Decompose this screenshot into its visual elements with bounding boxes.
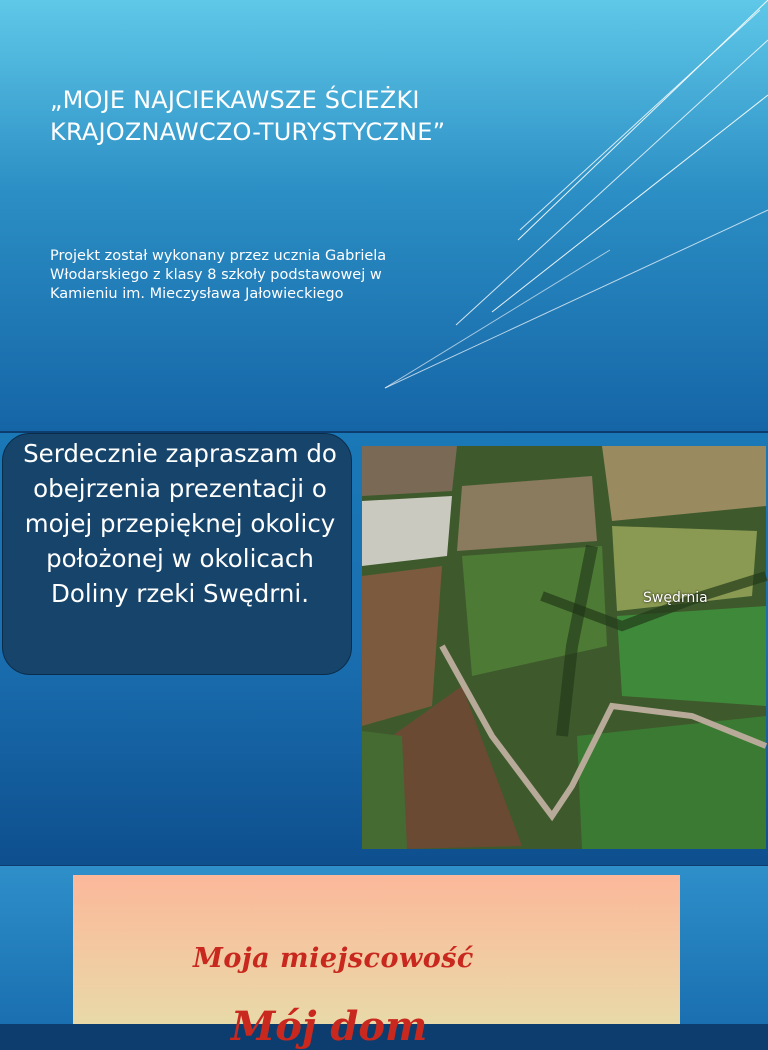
decorative-lines: [0, 0, 768, 431]
project-description: Projekt został wykonany przez ucznia Gabriela Włodarskiego z klasy 8 szkoły podstawowej w Kamieniu im. Mieczysława Jałowieckiego: [50, 248, 387, 302]
aerial-map-image: [362, 446, 766, 849]
page-title: „MOJE NAJCIEKAWSZE ŚCIEŻKI KRAJOZNAWCZO-TURYSTYCZNE”: [50, 86, 446, 146]
poster-title: Moja miejscowość: [193, 943, 474, 974]
invitation-text: Serdecznie zapraszam do obejrzenia prezentacji o mojej przepięknej okolicy położonej w okolicach Doliny rzeki Swędrni.: [23, 439, 337, 608]
river-label: Swędrnia: [643, 590, 708, 606]
title-slide: [0, 0, 768, 431]
invitation-slide: [0, 433, 768, 865]
hometown-slide: [0, 866, 768, 1050]
invitation-box: [2, 433, 352, 675]
hometown-poster: [73, 875, 680, 1050]
poster-subtitle: Mój dom: [231, 1003, 428, 1050]
